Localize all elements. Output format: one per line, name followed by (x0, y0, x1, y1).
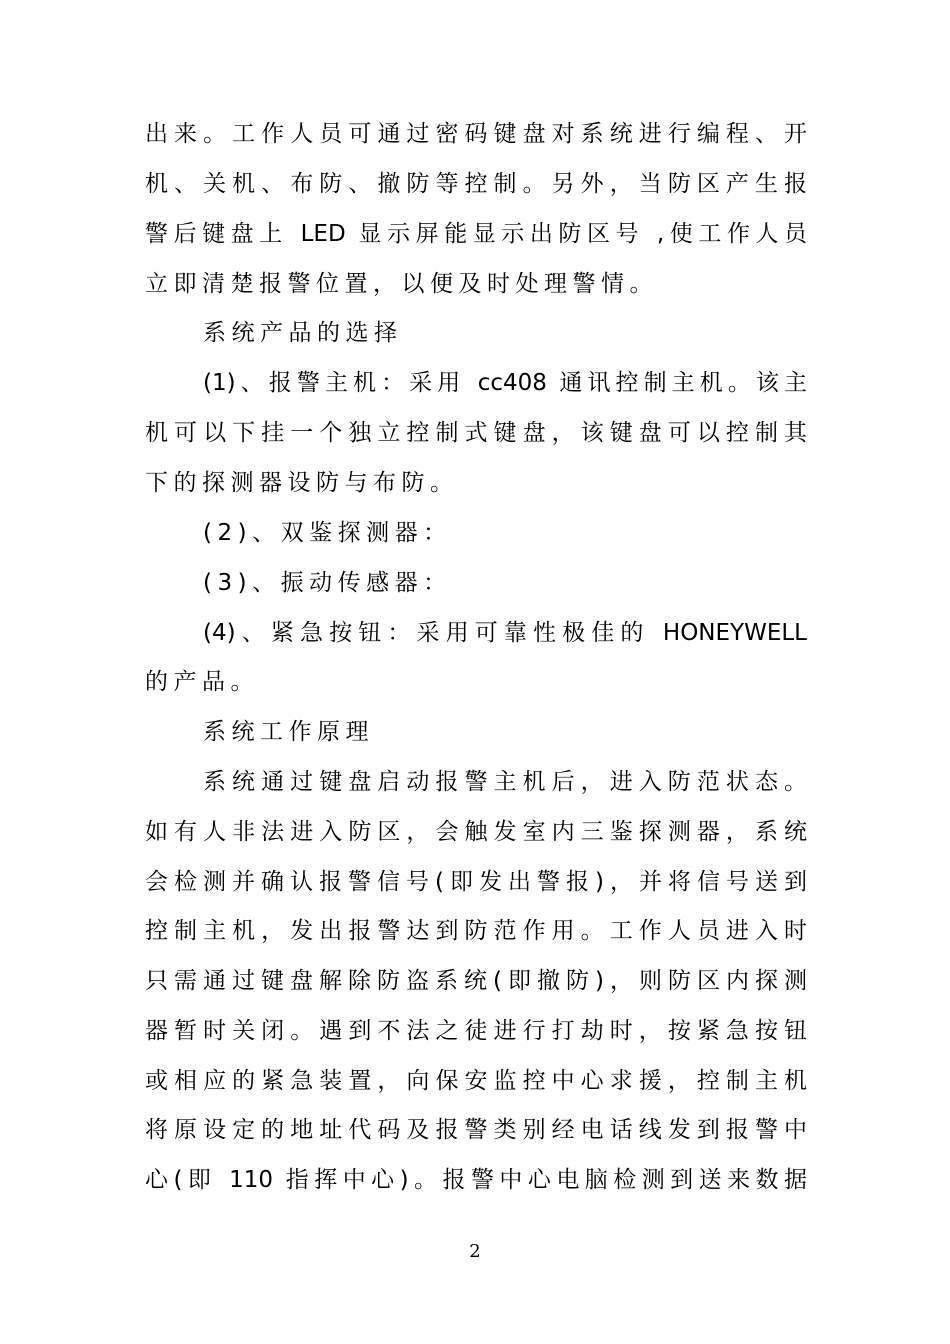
paragraph-line: 警后键盘上 LED 显示屏能显示出防区号 ,使工作人员 (145, 221, 807, 247)
list-item: (2)、双鉴探测器： (203, 520, 452, 546)
list-item: (1)、报警主机：采用 cc408 通讯控制主机。该主 (203, 370, 807, 396)
paragraph-line: 立即清楚报警位置，以便及时处理警情。 (145, 271, 658, 297)
paragraph-line: 会检测并确认报警信号(即发出警报)，并将信号送到 (145, 869, 807, 895)
paragraph-line: 系统通过键盘启动报警主机后，进入防范状态。 (203, 769, 807, 795)
section-heading: 系统工作原理 (203, 719, 374, 745)
paragraph-line: 心(即 110 指挥中心)。报警中心电脑检测到送来数据 (145, 1167, 807, 1193)
paragraph-line: 如有人非法进入防区，会触发室内三鉴探测器，系统 (145, 819, 807, 845)
paragraph-line: 出来。工作人员可通过密码键盘对系统进行编程、开 (145, 121, 807, 147)
paragraph-line: 器暂时关闭。遇到不法之徒进行打劫时，按紧急按钮 (145, 1018, 807, 1044)
paragraph-line: 的产品。 (145, 669, 259, 695)
paragraph-line: 机、关机、布防、撤防等控制。另外，当防区产生报 (145, 171, 807, 197)
paragraph-line: 将原设定的地址代码及报警类别经电话线发到报警中 (145, 1117, 807, 1143)
list-item: (3)、振动传感器： (203, 570, 452, 596)
page-number: 2 (469, 1241, 481, 1262)
list-item: (4)、紧急按钮：采用可靠性极佳的 HONEYWELL (203, 620, 807, 646)
paragraph-line: 机可以下挂一个独立控制式键盘，该键盘可以控制其 (145, 420, 807, 446)
paragraph-line: 控制主机，发出报警达到防范作用。工作人员进入时 (145, 918, 807, 944)
section-heading: 系统产品的选择 (203, 320, 403, 346)
paragraph-line: 下的探测器设防与布防。 (145, 470, 459, 496)
paragraph-line: 或相应的紧急装置，向保安监控中心求援，控制主机 (145, 1068, 807, 1094)
paragraph-line: 只需通过键盘解除防盗系统(即撤防)，则防区内探测 (145, 968, 807, 994)
